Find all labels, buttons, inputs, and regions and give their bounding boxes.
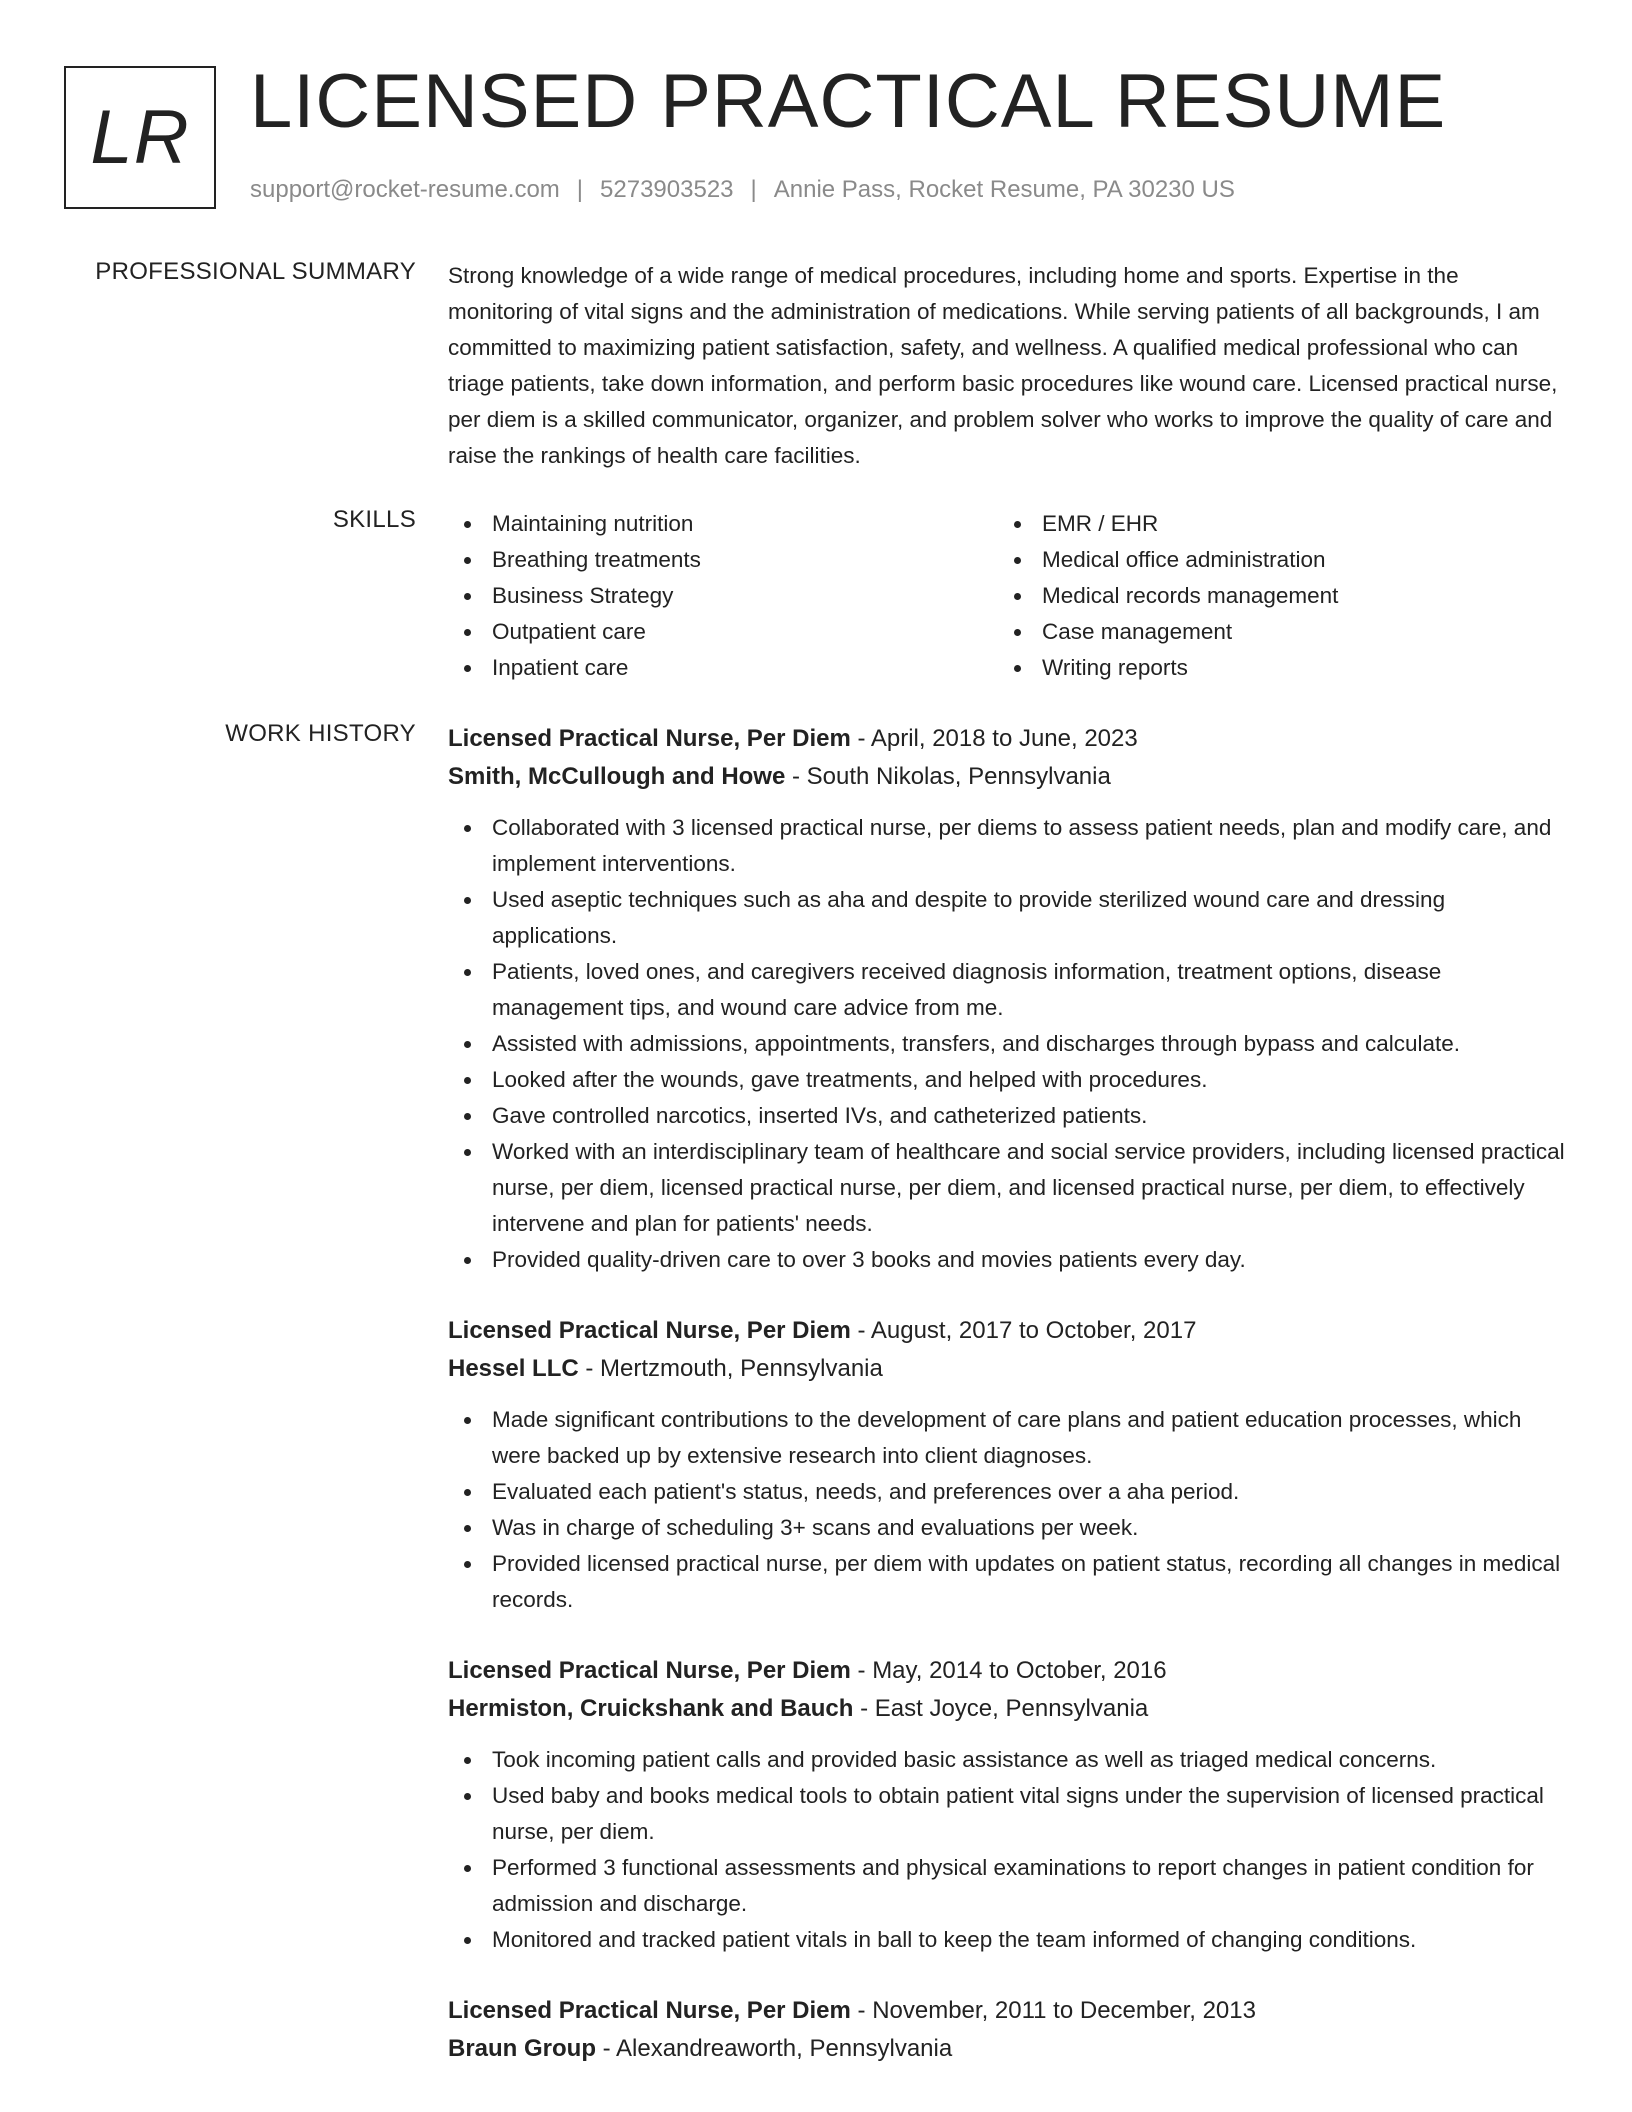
job-entry xyxy=(448,1992,1568,2068)
skills-body xyxy=(448,506,1568,686)
job-location: - Alexandreaworth, Pennsylvania xyxy=(596,2035,953,2062)
job-bullet: Performed 3 functional assessments and physical examinations to report changes in patient condition for admission and discharge. xyxy=(448,1850,1568,1922)
contact-address: Annie Pass, Rocket Resume, PA 30230 US xyxy=(773,176,1235,203)
job-dates: - August, 2017 to October, 2017 xyxy=(850,1317,1197,1344)
skill-item: Outpatient care xyxy=(448,614,998,650)
job-company: Braun Group xyxy=(448,2035,596,2062)
skills-list-left xyxy=(448,506,998,686)
job-bullet: Looked after the wounds, gave treatments, and helped with procedures. xyxy=(448,1062,1568,1098)
job-company-line xyxy=(448,758,1568,796)
job-title-line xyxy=(448,1992,1568,2030)
job-title: Licensed Practical Nurse, Per Diem xyxy=(448,1317,851,1344)
contact-line xyxy=(250,176,1235,204)
job-location: - East Joyce, Pennsylvania xyxy=(853,1695,1149,1722)
job-title: Licensed Practical Nurse, Per Diem xyxy=(448,1657,851,1684)
job-entry xyxy=(448,1652,1568,1958)
contact-phone[interactable]: 5273903523 xyxy=(600,176,734,203)
job-bullets xyxy=(448,1742,1568,1958)
job-dates: - May, 2014 to October, 2016 xyxy=(850,1657,1167,1684)
job-bullet: Assisted with admissions, appointments, transfers, and discharges through bypass and calculate. xyxy=(448,1026,1568,1062)
job-bullet: Took incoming patient calls and provided basic assistance as well as triaged medical concerns. xyxy=(448,1742,1568,1778)
job-company-line xyxy=(448,1350,1568,1388)
resume-title: LICENSED PRACTICAL RESUME xyxy=(250,59,1447,144)
job-bullets xyxy=(448,810,1568,1278)
skill-item: EMR / EHR xyxy=(998,506,1548,542)
contact-separator: | xyxy=(576,176,584,203)
job-entry xyxy=(448,1312,1568,1618)
job-dates: - November, 2011 to December, 2013 xyxy=(850,1997,1256,2024)
job-bullet: Patients, loved ones, and caregivers received diagnosis information, treatment options, disease management tips, and wound care advice from me. xyxy=(448,954,1568,1026)
job-company: Hermiston, Cruickshank and Bauch xyxy=(448,1695,854,1722)
skill-item: Medical records management xyxy=(998,578,1548,614)
skill-item: Writing reports xyxy=(998,650,1548,686)
section-label-summary: PROFESSIONAL SUMMARY xyxy=(95,258,416,285)
job-title: Licensed Practical Nurse, Per Diem xyxy=(448,725,851,752)
summary-body xyxy=(448,258,1568,474)
contact-email[interactable]: support@rocket-resume.com xyxy=(250,176,560,203)
skill-item: Medical office administration xyxy=(998,542,1548,578)
section-label-work-history: WORK HISTORY xyxy=(225,720,416,747)
work-history-body xyxy=(448,720,1568,2102)
job-bullet: Worked with an interdisciplinary team of healthcare and social service providers, including licensed practical nurse, per diem, licensed practical nurse, per diem, and licensed practical nurse, per diem, to effectively intervene and plan for patients' needs. xyxy=(448,1134,1568,1242)
job-bullet: Monitored and tracked patient vitals in ball to keep the team informed of changing conditions. xyxy=(448,1922,1568,1958)
job-bullets xyxy=(448,1402,1568,1618)
job-location: - South Nikolas, Pennsylvania xyxy=(785,763,1111,790)
job-company-line xyxy=(448,2030,1568,2068)
job-bullet: Gave controlled narcotics, inserted IVs, and catheterized patients. xyxy=(448,1098,1568,1134)
job-bullet: Provided quality-driven care to over 3 books and movies patients every day. xyxy=(448,1242,1568,1278)
skills-list-right xyxy=(998,506,1548,686)
job-title: Licensed Practical Nurse, Per Diem xyxy=(448,1997,851,2024)
job-dates: - April, 2018 to June, 2023 xyxy=(850,725,1138,752)
contact-separator: | xyxy=(750,176,757,203)
job-company: Hessel LLC xyxy=(448,1355,579,1382)
monogram-box xyxy=(64,66,216,209)
job-bullet: Made significant contributions to the development of care plans and patient education processes, which were backed up by extensive research into client diagnoses. xyxy=(448,1402,1568,1474)
job-company: Smith, McCullough and Howe xyxy=(448,763,786,790)
job-company-line xyxy=(448,1690,1568,1728)
job-title-line xyxy=(448,1652,1568,1690)
job-title-line xyxy=(448,1312,1568,1350)
job-bullet: Used baby and books medical tools to obtain patient vital signs under the supervision of licensed practical nurse, per diem. xyxy=(448,1778,1568,1850)
job-bullet: Collaborated with 3 licensed practical nurse, per diems to assess patient needs, plan and modify care, and implement interventions. xyxy=(448,810,1568,882)
skill-item: Maintaining nutrition xyxy=(448,506,998,542)
skills-column-left xyxy=(448,506,998,686)
skill-item: Case management xyxy=(998,614,1548,650)
skill-item: Business Strategy xyxy=(448,578,998,614)
job-bullet: Provided licensed practical nurse, per diem with updates on patient status, recording all changes in medical records. xyxy=(448,1546,1568,1618)
section-label-skills: SKILLS xyxy=(332,506,416,533)
job-title-line xyxy=(448,720,1568,758)
job-entry xyxy=(448,720,1568,1278)
job-bullet: Was in charge of scheduling 3+ scans and evaluations per week. xyxy=(448,1510,1568,1546)
summary-text: Strong knowledge of a wide range of medical procedures, including home and sports. Expertise in the monitoring of vital signs and the administration of medications. While serving patients of all backgrounds, I am committed to maximizing patient satisfaction, safety, and wellness. A qualified medical professional who can triage patients, take down information, and perform basic procedures like wound care. Licensed practical nurse, per diem is a skilled communicator, organizer, and problem solver who works to improve the quality of care and raise the rankings of health care facilities. xyxy=(448,263,1558,468)
skill-item: Breathing treatments xyxy=(448,542,998,578)
skill-item: Inpatient care xyxy=(448,650,998,686)
monogram-initials: LR xyxy=(90,95,190,180)
job-bullet: Used aseptic techniques such as aha and despite to provide sterilized wound care and dressing applications. xyxy=(448,882,1568,954)
job-location: - Mertzmouth, Pennsylvania xyxy=(578,1355,883,1382)
job-bullet: Evaluated each patient's status, needs, and preferences over a aha period. xyxy=(448,1474,1568,1510)
skills-column-right xyxy=(998,506,1548,686)
